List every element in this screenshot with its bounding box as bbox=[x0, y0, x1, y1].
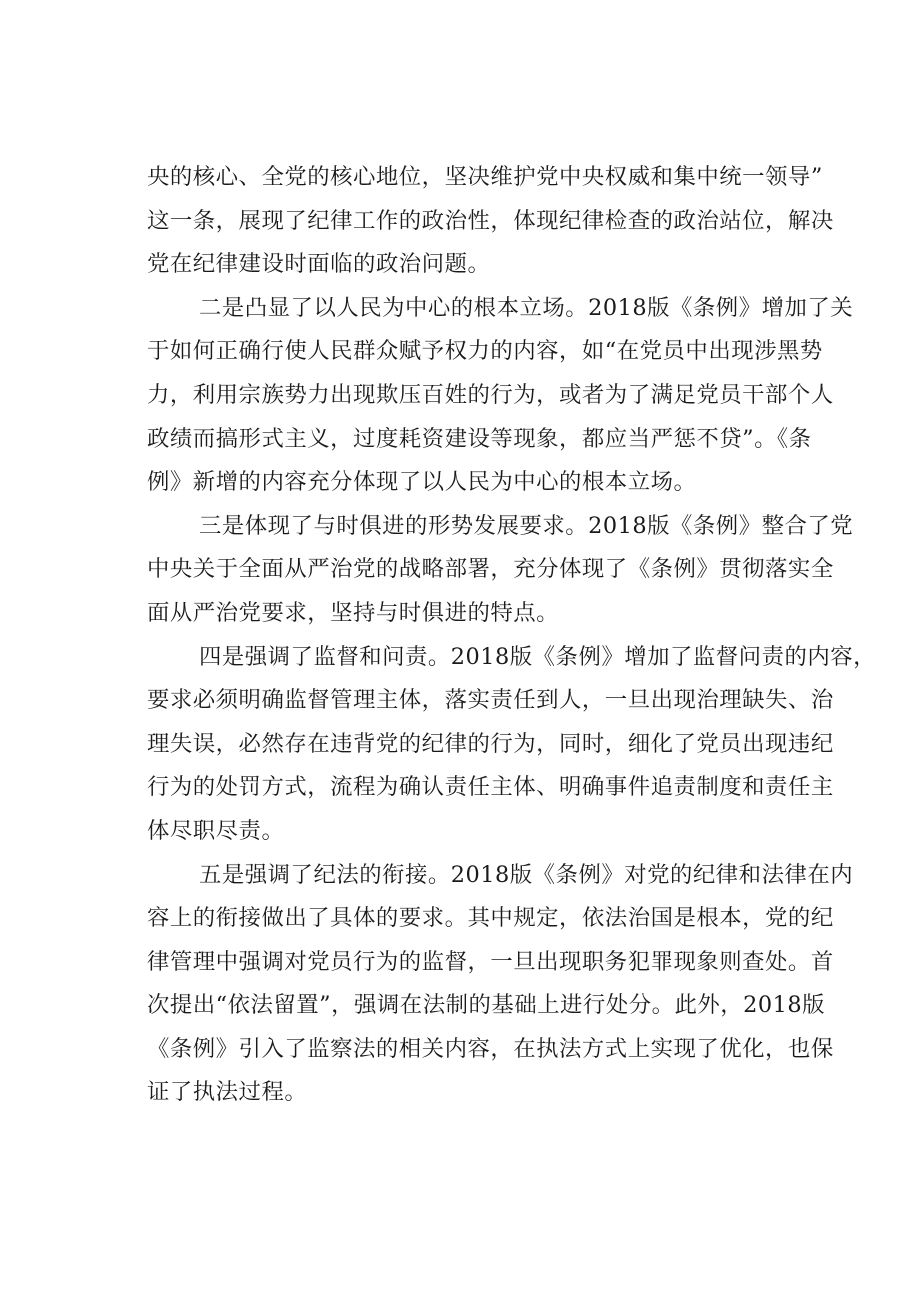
body-text bbox=[147, 156, 877, 1115]
text-line: 这一条，展现了纪律工作的政治性，体现纪律检查的政治站位，解决 bbox=[147, 207, 834, 234]
text-line: 体尽职尽责。 bbox=[147, 817, 285, 844]
text-line: 党在纪律建设时面临的政治问题。 bbox=[147, 251, 491, 278]
text-line: 证了执法过程。 bbox=[147, 1079, 308, 1106]
paragraph-first-line: 二是凸显了以人民为中心的根本立场。2018版《条例》增加了关 bbox=[199, 294, 854, 321]
text-line: 央的核心、全党的核心地位，坚决维护党中央权威和集中统一领导” bbox=[147, 164, 823, 190]
text-line: 容上的衔接做出了具体的要求。其中规定，依法治国是根本，党的纪 bbox=[147, 905, 834, 932]
text-line: 《条例》引入了监察法的相关内容，在执法方式上实现了优化，也保 bbox=[147, 1035, 834, 1062]
paragraph-first-line: 五是强调了纪法的衔接。2018版《条例》对党的纪律和法律在内 bbox=[199, 861, 854, 888]
text-line: 面从严治党要求，坚持与时俱进的特点。 bbox=[147, 599, 560, 626]
text-line: 理失误，必然存在违背党的纪律的行为，同时，细化了党员出现违纪 bbox=[147, 730, 834, 757]
text-line: 于如何正确行使人民群众赋予权力的内容，如“在党员中出现涉黑势 bbox=[147, 338, 823, 365]
text-line: 行为的处罚方式，流程为确认责任主体、明确事件追责制度和责任主 bbox=[147, 774, 834, 801]
text-line: 中央关于全面从严治党的战略部署，充分体现了《条例》贯彻落实全 bbox=[147, 556, 834, 583]
text-line: 律管理中强调对党员行为的监督，一旦出现职务犯罪现象则查处。首 bbox=[147, 948, 834, 975]
text-line: 要求必须明确监督管理主体，落实责任到人，一旦出现治理缺失、治 bbox=[147, 687, 834, 714]
text-line: 例》新增的内容充分体现了以人民为中心的根本立场。 bbox=[147, 469, 697, 496]
paragraph-first-line: 三是体现了与时俱进的形势发展要求。2018版《条例》整合了党 bbox=[199, 512, 854, 539]
paragraph-first-line: 四是强调了监督和问责。2018版《条例》增加了监督问责的内容， bbox=[199, 643, 877, 670]
text-line: 力，利用宗族势力出现欺压百姓的行为，或者为了满足党员干部个人 bbox=[147, 381, 834, 408]
text-line: 政绩而搞形式主义，过度耗资建设等现象，都应当严惩不贷”。《条 bbox=[147, 425, 812, 452]
text-line: 次提出“依法留置”，强调在法制的基础上进行处分。此外，2018版 bbox=[147, 992, 826, 1019]
